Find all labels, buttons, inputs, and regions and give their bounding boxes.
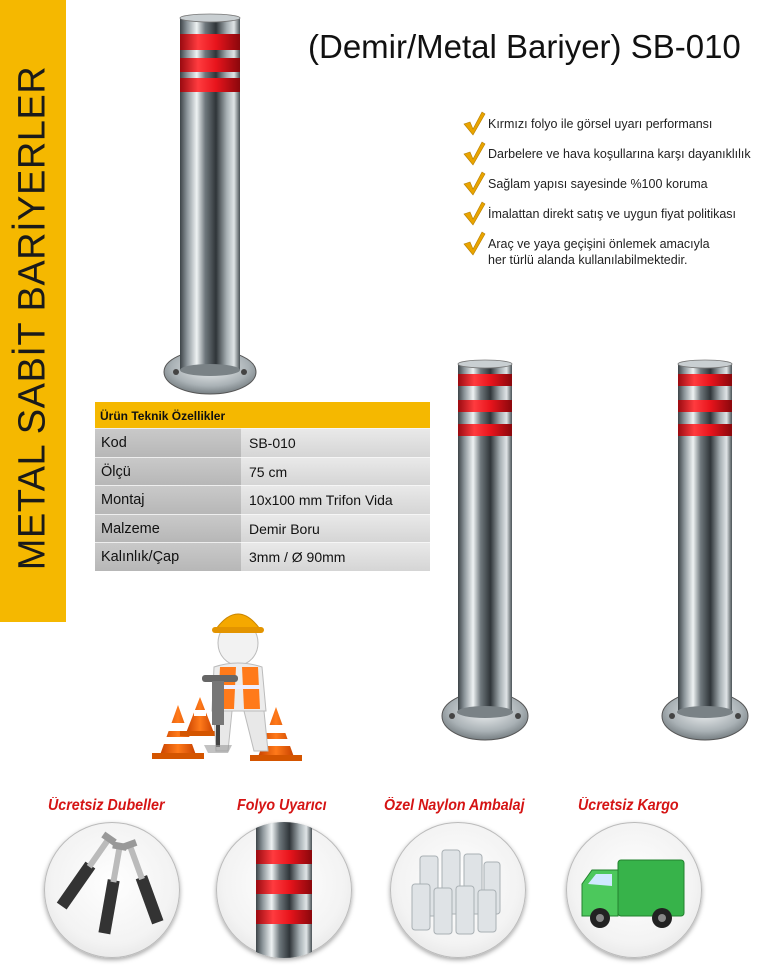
feature-text-line2: her türlü alanda kullanılabilmektedir. bbox=[488, 253, 688, 267]
spec-value: 10x100 mm Trifon Vida bbox=[241, 485, 430, 514]
reflective-foil-icon bbox=[216, 822, 352, 958]
spec-value: 75 cm bbox=[241, 457, 430, 486]
table-row bbox=[95, 457, 430, 486]
wall-plug-screws-icon bbox=[44, 822, 180, 958]
spec-table bbox=[95, 402, 430, 571]
bollard-image-left bbox=[440, 356, 530, 746]
checkmark-icon bbox=[462, 140, 486, 166]
checkmark-icon bbox=[462, 200, 486, 226]
spec-key: Malzeme bbox=[95, 514, 241, 543]
spec-value: Demir Boru bbox=[241, 514, 430, 543]
feature-text: Kırmızı folyo ile görsel uyarı performansı bbox=[488, 117, 713, 131]
bollard-image-right bbox=[660, 356, 750, 746]
spec-key: Kalınlık/Çap bbox=[95, 542, 241, 571]
page-title: (Demir/Metal Bariyer) SB-010 bbox=[308, 28, 741, 65]
spec-key: Ölçü bbox=[95, 457, 241, 486]
spec-key: Montaj bbox=[95, 485, 241, 514]
bottom-feature-label: Ücretsiz Kargo bbox=[578, 797, 679, 814]
checkmark-icon bbox=[462, 110, 486, 136]
feature-item bbox=[460, 206, 768, 222]
nylon-circle bbox=[390, 822, 526, 958]
feature-text: Darbelere ve hava koşullarına karşı dayanıklılık bbox=[488, 147, 751, 161]
dowels-circle bbox=[44, 822, 180, 958]
table-row bbox=[95, 542, 430, 571]
feature-text: İmalattan direkt satış ve uygun fiyat politikası bbox=[488, 207, 737, 221]
construction-worker-icon bbox=[140, 585, 310, 770]
feature-list bbox=[460, 116, 768, 281]
spec-table-title: Ürün Teknik Özellikler bbox=[95, 402, 430, 428]
checkmark-icon bbox=[462, 170, 486, 196]
spec-key: Kod bbox=[95, 428, 241, 457]
nylon-rolls-icon bbox=[390, 822, 526, 958]
checkmark-icon bbox=[462, 230, 486, 256]
feature-text: Araç ve yaya geçişini önlemek amacıyla bbox=[488, 237, 710, 251]
side-banner-text: METAL SABİT BARİYERLER bbox=[11, 65, 54, 571]
bottom-feature-label: Folyo Uyarıcı bbox=[237, 797, 327, 814]
cargo-circle bbox=[566, 822, 702, 958]
bottom-feature-label: Özel Naylon Ambalaj bbox=[384, 797, 525, 814]
feature-item bbox=[460, 146, 768, 162]
spec-value: SB-010 bbox=[241, 428, 430, 457]
spec-value: 3mm / Ø 90mm bbox=[241, 542, 430, 571]
foil-circle bbox=[216, 822, 352, 958]
feature-item bbox=[460, 236, 768, 268]
bollard-image-main bbox=[162, 12, 258, 396]
feature-item bbox=[460, 116, 768, 132]
bottom-feature-label: Ücretsiz Dubeller bbox=[48, 797, 165, 814]
delivery-truck-icon bbox=[566, 822, 702, 958]
feature-item bbox=[460, 176, 768, 192]
table-row bbox=[95, 514, 430, 543]
table-row bbox=[95, 428, 430, 457]
table-row bbox=[95, 485, 430, 514]
feature-text: Sağlam yapısı sayesinde %100 koruma bbox=[488, 177, 708, 191]
